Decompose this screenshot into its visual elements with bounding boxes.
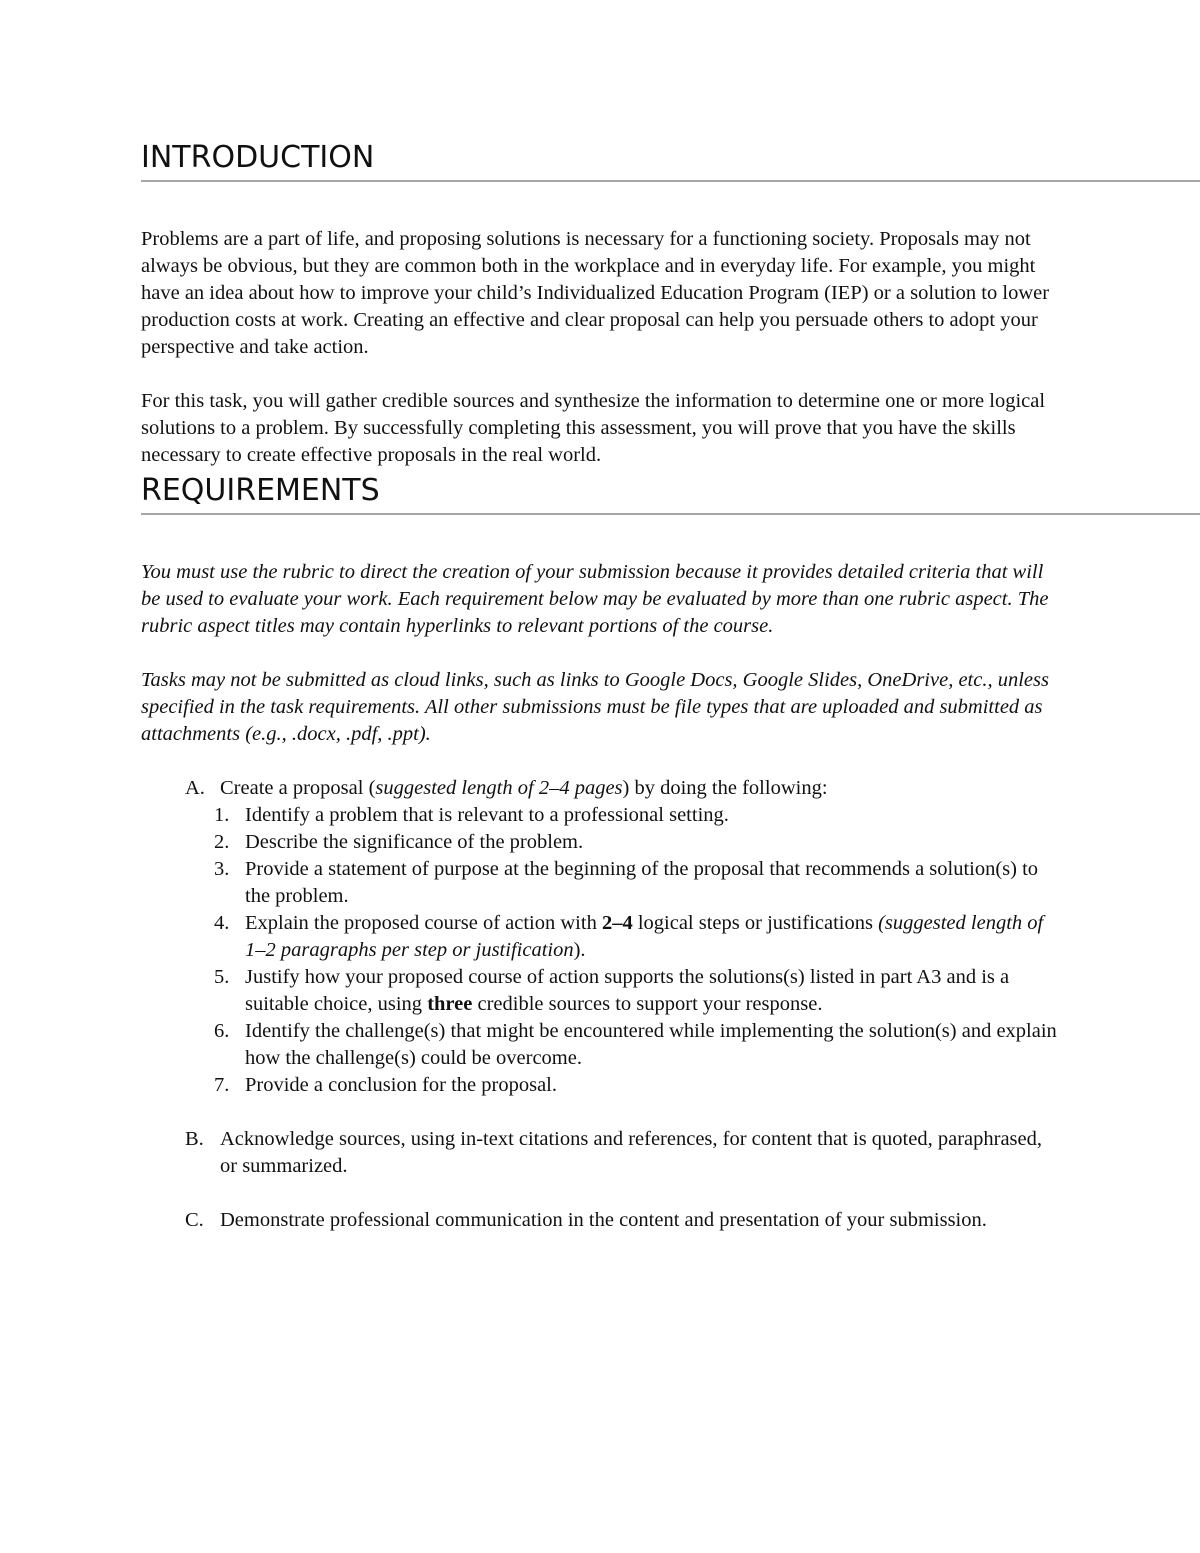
step-5-content [245, 964, 1060, 1018]
requirement-b-text: Acknowledge sources, using in-text citations and references, for content that is quoted, paraphrased, or summarized. [220, 1128, 1043, 1177]
step-4-number: 4. [214, 912, 230, 934]
step-4 [214, 910, 1060, 964]
requirements-list [141, 775, 1200, 1234]
introduction-body [141, 226, 1061, 469]
requirement-c-marker: C. [185, 1209, 204, 1231]
requirements-notes [141, 559, 1061, 748]
requirements-heading: REQUIREMENTS [141, 471, 1200, 515]
rubric-note: You must use the rubric to direct the creation of your submission because it provides detailed criteria that will be used to evaluate your work. Each requirement below may be evaluated by more than one rubric aspect. The rubric aspect titles may contain hyperlinks to relevant portions of the course. [141, 561, 1049, 637]
document-page [141, 138, 1200, 1261]
requirement-b [141, 1126, 1060, 1180]
step-4-content [245, 910, 1060, 964]
step-3-number: 3. [214, 858, 230, 880]
step-4-text-start: Explain the proposed course of action with [245, 912, 602, 934]
step-4-count: 2–4 [601, 912, 633, 934]
step-1-text: Identify a problem that is relevant to a professional setting. [245, 804, 729, 826]
step-5-text-start: Justify how your proposed course of action supports the solutions(s) listed in part A3 and is a suitable choice, using [245, 966, 1010, 1015]
requirement-a-text-start: Create a proposal ( [220, 777, 376, 799]
step-6-text: Identify the challenge(s) that might be encountered while implementing the solution(s) and explain how the challenge(s) could be overcome. [245, 1020, 1057, 1069]
step-4-text-middle: logical steps or justifications [632, 912, 879, 934]
requirement-a-steps [214, 802, 1060, 1099]
requirement-a [141, 775, 1060, 1099]
step-7 [214, 1072, 1060, 1099]
step-5-number: 5. [214, 966, 230, 988]
requirement-c [141, 1207, 1060, 1234]
step-5-text-end: credible sources to support your response. [472, 993, 823, 1015]
step-1-number: 1. [214, 804, 230, 826]
step-7-number: 7. [214, 1074, 230, 1096]
step-2-text: Describe the significance of the problem. [245, 831, 584, 853]
step-4-length: (suggested length of 1–2 paragraphs per step or justification [245, 912, 1044, 961]
step-5-count: three [427, 993, 473, 1015]
step-6 [214, 1018, 1060, 1072]
step-3-text: Provide a statement of purpose at the beginning of the proposal that recommends a solution(s) to the problem. [245, 858, 1039, 907]
requirement-a-marker: A. [185, 777, 205, 799]
step-2-number: 2. [214, 831, 230, 853]
step-1 [214, 802, 1060, 829]
step-7-text: Provide a conclusion for the proposal. [245, 1074, 557, 1096]
requirement-a-length: suggested length of 2–4 pages [375, 777, 623, 799]
step-5 [214, 964, 1060, 1018]
step-2 [214, 829, 1060, 856]
requirement-c-text: Demonstrate professional communication in the content and presentation of your submission. [220, 1209, 987, 1231]
step-3 [214, 856, 1060, 910]
submission-note: Tasks may not be submitted as cloud links, such as links to Google Docs, Google Slides, OneDrive, etc., unless specified in the task requirements. All other submissions must be file types that are uploaded and submitted as attachments (e.g., .docx, .pdf, .ppt). [141, 669, 1049, 745]
introduction-heading: INTRODUCTION [141, 138, 1200, 182]
requirement-b-marker: B. [185, 1128, 204, 1150]
step-4-text-end: ). [573, 939, 586, 961]
step-6-number: 6. [214, 1020, 230, 1042]
introduction-paragraph-1: Problems are a part of life, and proposing solutions is necessary for a functioning society. Proposals may not always be obvious, but they are common both in the workplace and in everyday life. For example, you might have an idea about how to improve your child’s Individualized Education Program (IEP) or a solution to lower production costs at work. Creating an effective and clear proposal can help you persuade others to adopt your perspective and take action. [141, 228, 1050, 358]
introduction-paragraph-2: For this task, you will gather credible sources and synthesize the information to determine one or more logical solutions to a problem. By successfully completing this assessment, you will prove that you have the skills necessary to create effective proposals in the real world. [141, 390, 1046, 466]
requirement-a-text-end: ) by doing the following: [622, 777, 828, 799]
